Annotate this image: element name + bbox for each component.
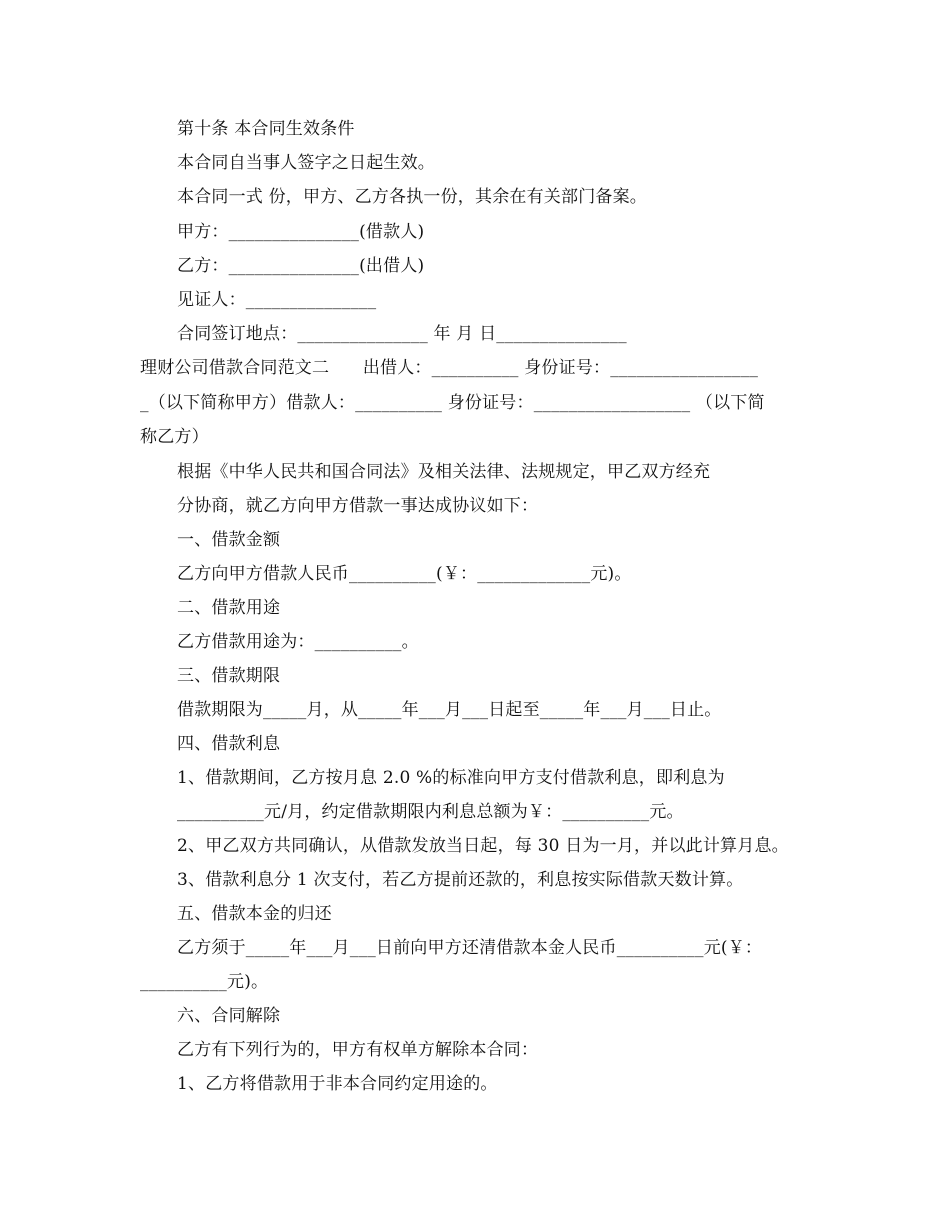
copies-text: 本合同一式 份，甲方、乙方各执一份，其余在有关部门备案。 bbox=[177, 187, 648, 207]
party-b-signature-line: 乙方：_______________(出借人) bbox=[177, 256, 425, 276]
loan-term-text: 借款期限为_____月，从_____年___月___日起至_____年___月___日止。 bbox=[177, 700, 722, 720]
signing-place-date-line: 合同签订地点：_______________ 年 月 日_______________ bbox=[177, 324, 627, 344]
section-loan-term-heading: 三、借款期限 bbox=[177, 666, 281, 686]
section-principal-return-heading: 五、借款本金的归还 bbox=[177, 904, 332, 924]
interest-clause-one: 1、借款期间，乙方按月息 2.0 %的标准向甲方支付借款利息，即利息为 bbox=[177, 768, 725, 788]
section-loan-interest-heading: 四、借款利息 bbox=[177, 734, 281, 754]
preamble-text: 根据《中华人民共和国合同法》及相关法律、法规规定，甲乙双方经充 bbox=[177, 462, 711, 482]
principal-return-text-continued: __________元)。 bbox=[140, 972, 269, 992]
termination-clause-one: 1、乙方将借款用于非本合同约定用途的。 bbox=[177, 1074, 498, 1094]
preamble-text-continued: 分协商，就乙方向甲方借款一事达成协议如下： bbox=[177, 496, 539, 516]
principal-return-text: 乙方须于_____年___月___日前向甲方还清借款本金人民币__________元(￥： bbox=[177, 938, 763, 958]
loan-purpose-text: 乙方借款用途为：__________。 bbox=[177, 632, 419, 652]
section-loan-amount-heading: 一、借款金额 bbox=[177, 530, 281, 550]
clause-ten-heading: 第十条 本合同生效条件 bbox=[177, 119, 355, 139]
section-termination-heading: 六、合同解除 bbox=[177, 1006, 281, 1026]
interest-clause-three: 3、借款利息分 1 次支付，若乙方提前还款的，利息按实际借款天数计算。 bbox=[177, 870, 744, 890]
effective-condition-text: 本合同自当事人签字之日起生效。 bbox=[177, 153, 435, 173]
witness-line: 见证人：_______________ bbox=[177, 290, 377, 310]
section-loan-purpose-heading: 二、借款用途 bbox=[177, 598, 281, 618]
party-identification-line: _（以下简称甲方）借款人：__________ 身份证号：__________________ （以下简 bbox=[140, 393, 765, 413]
interest-clause-two: 2、甲乙双方共同确认，从借款发放当日起，每 30 日为一月，并以此计算月息。 bbox=[177, 836, 789, 856]
party-a-signature-line: 甲方：_______________(借款人) bbox=[177, 222, 425, 242]
termination-intro-text: 乙方有下列行为的，甲方有权单方解除本合同： bbox=[177, 1040, 539, 1060]
interest-clause-one-continued: __________元/月，约定借款期限内利息总额为￥：__________元。 bbox=[177, 802, 684, 822]
template-two-lender-line: 理财公司借款合同范文二 出借人：__________ 身份证号：_________________ bbox=[140, 358, 759, 378]
party-identification-line-end: 称乙方） bbox=[140, 427, 209, 447]
loan-amount-text: 乙方向甲方借款人民币__________(￥：_____________元)。 bbox=[177, 564, 632, 584]
